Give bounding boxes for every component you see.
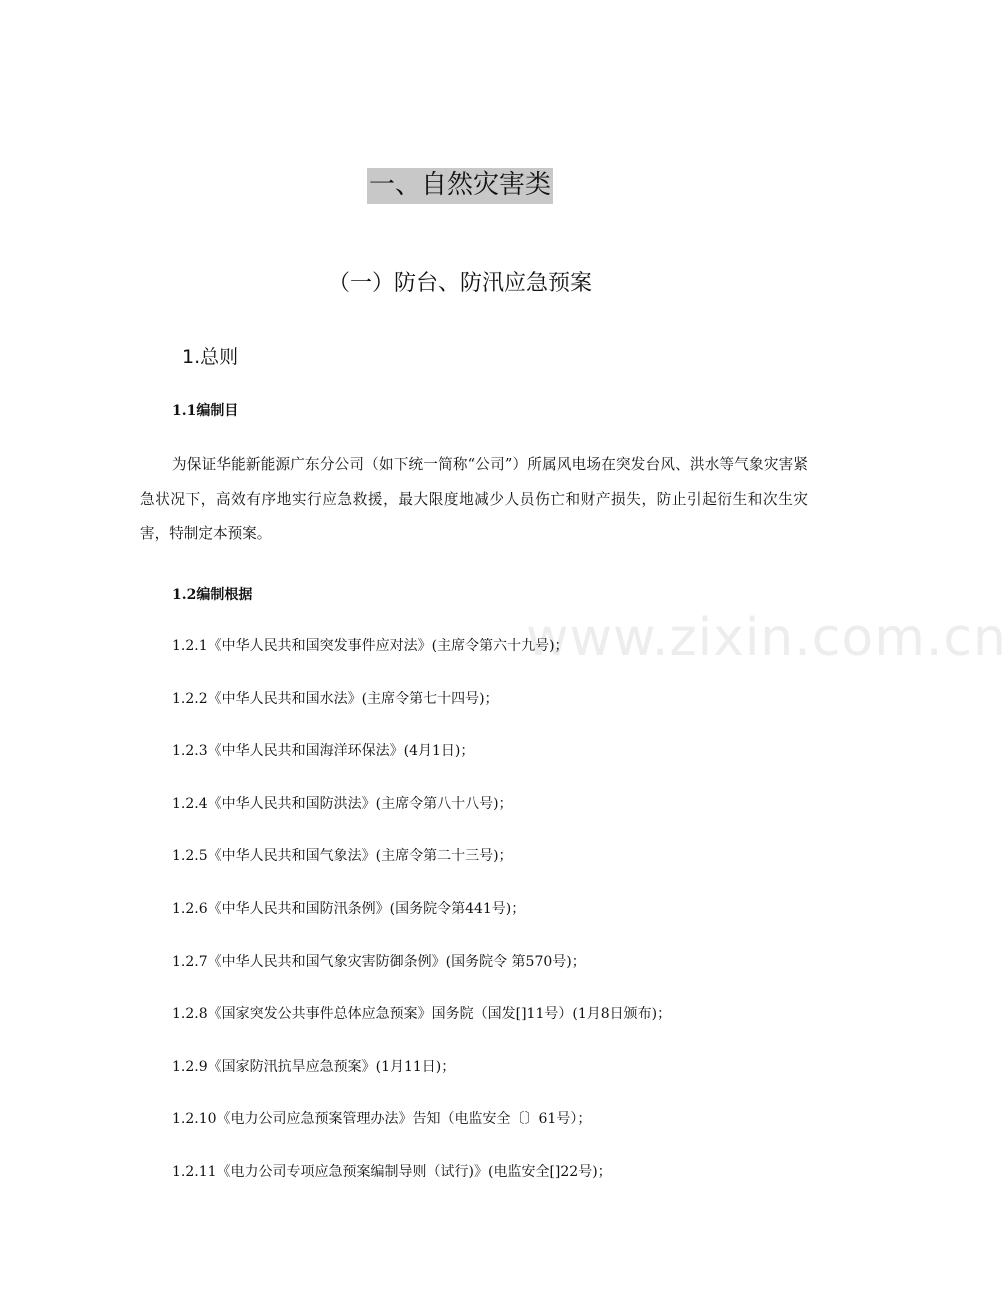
list-item: 1.2.6《中华人民共和国防汛条例》(国务院令第441号)； bbox=[172, 900, 526, 917]
watermark: www.zixin.com.cn bbox=[526, 608, 1007, 668]
list-item: 1.2.8《国家突发公共事件总体应急预案》国务院（国发[]11号）(1月8日颁布)； bbox=[172, 1006, 672, 1023]
list-item: 1.2.10《电力公司应急预案管理办法》告知（电监安全〔〕61号）； bbox=[172, 1111, 592, 1128]
list-item: 1.2.11《电力公司专项应急预案编制导则（试行)》(电监安全[]22号)； bbox=[172, 1163, 612, 1180]
section-title-text: 一、自然灾害类 bbox=[367, 168, 553, 204]
list-item: 1.2.1《中华人民共和国突发事件应对法》(主席令第六十九号)； bbox=[172, 638, 569, 654]
list-item: 1.2.3《中华人民共和国海洋环保法》(4月1日)； bbox=[172, 743, 475, 760]
list-item: 1.2.9《国家防汛抗旱应急预案》(1月11日)； bbox=[172, 1058, 456, 1075]
list-item: 1.2.5《中华人民共和国气象法》(主席令第二十三号)； bbox=[172, 848, 513, 865]
sub-title: （一）防台、防汛应急预案 bbox=[327, 271, 592, 296]
list-item: 1.2.2《中华人民共和国水法》(主席令第七十四号)； bbox=[172, 690, 499, 707]
purpose-paragraph: 为保证华能新能源广东分公司（如下统一简称“公司”）所属风电场在突发台风、洪水等气象灾害紧急状况下，高效有序地实行应急救援，最大限度地减少人员伤亡和财产损失，防止引起衍生和次生灾害，特制定本预案。 bbox=[140, 456, 808, 542]
list-item: 1.2.4《中华人民共和国防洪法》(主席令第八十八号)； bbox=[172, 795, 513, 812]
heading-basis: 1.2编制根据 bbox=[172, 587, 253, 603]
list-item: 1.2.7《中华人民共和国气象灾害防御条例》(国务院令 第570号)； bbox=[172, 953, 586, 970]
section-title bbox=[0, 164, 920, 201]
heading-general-principles: 1.总则 bbox=[182, 346, 239, 368]
heading-purpose: 1.1编制目 bbox=[172, 403, 239, 419]
reference-list bbox=[172, 632, 792, 1211]
